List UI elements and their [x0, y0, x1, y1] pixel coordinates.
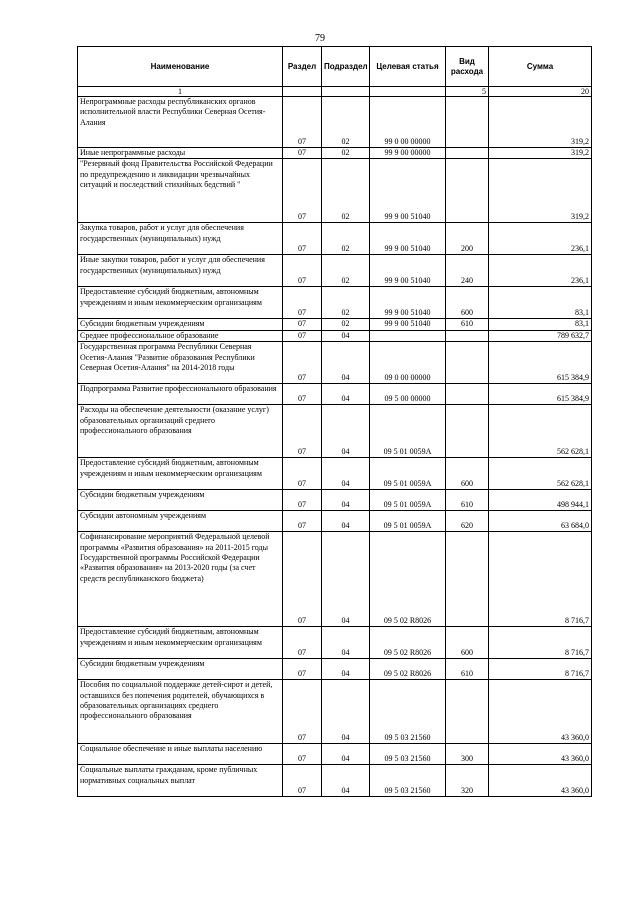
- row-section: 07: [283, 319, 322, 330]
- row-type: 600: [446, 287, 489, 319]
- row-name: Подпрограмма Развитие профессионального образования: [78, 384, 283, 405]
- row-name: "Резервный фонд Правительства Российской Федерации по предупреждению и ликвидации чрезвычайных ситуаций и последствий стихийных бедствий ": [78, 159, 283, 223]
- table-row: [78, 148, 592, 159]
- row-target: 09 5 03 21560: [370, 680, 446, 744]
- row-name: Предоставление субсидий бюджетным, автономным учреждениям и иным некоммерческим организациям: [78, 458, 283, 490]
- row-sum: 236,1: [489, 255, 592, 287]
- table-row: [78, 659, 592, 680]
- row-target: 99 9 00 51040: [370, 159, 446, 223]
- row-sum: 63 684,0: [489, 511, 592, 532]
- row-subsection: 04: [322, 405, 370, 458]
- row-name: Пособия по социальной поддержке детей-сирот и детей, оставшихся без попечения родителей, обучающихся в образовательных организациях среднего профессионального образования: [78, 680, 283, 744]
- table-row: [78, 458, 592, 490]
- table-row: [78, 330, 592, 341]
- row-target: 99 9 00 51040: [370, 319, 446, 330]
- row-section: 07: [283, 223, 322, 255]
- row-type: 200: [446, 223, 489, 255]
- row-target: 09 5 03 21560: [370, 744, 446, 765]
- row-name: Иные закупки товаров, работ и услуг для обеспечения государственных (муниципальных) нужд: [78, 255, 283, 287]
- row-target: 09 5 01 0059А: [370, 511, 446, 532]
- row-section: 07: [283, 490, 322, 511]
- row-section: 07: [283, 765, 322, 797]
- row-section: 07: [283, 287, 322, 319]
- row-subsection: 02: [322, 319, 370, 330]
- page-number: 79: [315, 33, 325, 44]
- row-sum: 43 360,0: [489, 765, 592, 797]
- row-section: 07: [283, 148, 322, 159]
- table-row: [78, 490, 592, 511]
- row-section: 07: [283, 97, 322, 148]
- row-name: Субсидии бюджетным учреждениям: [78, 319, 283, 330]
- row-subsection: 02: [322, 223, 370, 255]
- row-sum: 789 632,7: [489, 330, 592, 341]
- row-type: [446, 384, 489, 405]
- row-target: 99 9 00 51040: [370, 287, 446, 319]
- row-section: 07: [283, 384, 322, 405]
- row-type: 620: [446, 511, 489, 532]
- row-subsection: 04: [322, 458, 370, 490]
- row-type: [446, 159, 489, 223]
- table-row: [78, 159, 592, 223]
- row-name: Софинансирование мероприятий Федеральной целевой программы «Развития образования» на 2011-2015 годы Государственной программы Российской Федерации «Развития образования» на 2013-2020 годы (за счет средств республиканского бюджета): [78, 532, 283, 627]
- column-numbering-row: [78, 87, 592, 97]
- budget-table: [77, 46, 592, 797]
- column-number-3: [322, 87, 370, 97]
- row-target: 09 0 00 00000: [370, 342, 446, 384]
- row-name: Предоставление субсидий бюджетным, автономным учреждениям и иным некоммерческим организациям: [78, 287, 283, 319]
- row-subsection: 04: [322, 680, 370, 744]
- row-subsection: 04: [322, 532, 370, 627]
- row-type: [446, 97, 489, 148]
- row-type: [446, 148, 489, 159]
- row-section: 07: [283, 627, 322, 659]
- row-type: 600: [446, 627, 489, 659]
- row-sum: 319,2: [489, 159, 592, 223]
- row-type: [446, 532, 489, 627]
- header-type: Вид расхода: [446, 47, 489, 87]
- table-row: [78, 255, 592, 287]
- row-name: Субсидии автономным учреждениям: [78, 511, 283, 532]
- row-subsection: 04: [322, 384, 370, 405]
- row-type: [446, 330, 489, 341]
- row-section: 07: [283, 330, 322, 341]
- table-row: [78, 744, 592, 765]
- row-type: 300: [446, 744, 489, 765]
- column-number-5: 5: [446, 87, 489, 97]
- row-sum: 615 384,9: [489, 384, 592, 405]
- row-target: 09 5 02 R8026: [370, 627, 446, 659]
- table-row: [78, 627, 592, 659]
- table-row: [78, 97, 592, 148]
- table-row: [78, 342, 592, 384]
- column-number-2: [283, 87, 322, 97]
- table-row: [78, 384, 592, 405]
- row-section: 07: [283, 659, 322, 680]
- header-row: [78, 47, 592, 87]
- row-target: 99 9 00 51040: [370, 255, 446, 287]
- row-name: Социальное обеспечение и иные выплаты населению: [78, 744, 283, 765]
- row-target: 09 5 01 0059А: [370, 458, 446, 490]
- row-sum: 562 628,1: [489, 458, 592, 490]
- row-subsection: 04: [322, 659, 370, 680]
- row-section: 07: [283, 255, 322, 287]
- row-type: [446, 405, 489, 458]
- row-sum: 236,1: [489, 223, 592, 255]
- row-section: 07: [283, 159, 322, 223]
- row-target: 09 5 02 R8026: [370, 659, 446, 680]
- row-type: 600: [446, 458, 489, 490]
- row-target: 09 5 00 00000: [370, 384, 446, 405]
- row-sum: 43 360,0: [489, 744, 592, 765]
- row-type: [446, 342, 489, 384]
- row-type: 320: [446, 765, 489, 797]
- column-number-4: [370, 87, 446, 97]
- row-subsection: 04: [322, 511, 370, 532]
- row-name: Непрограммные расходы республиканских органов исполнительной власти Республики Северная Осетия-Алания: [78, 97, 283, 148]
- row-name: Социальные выплаты гражданам, кроме публичных нормативных социальных выплат: [78, 765, 283, 797]
- row-section: 07: [283, 680, 322, 744]
- row-name: Субсидии бюджетным учреждениям: [78, 490, 283, 511]
- row-section: 07: [283, 342, 322, 384]
- row-sum: 8 716,7: [489, 627, 592, 659]
- column-number-1: 1: [78, 87, 283, 97]
- row-subsection: 02: [322, 159, 370, 223]
- header-target: Целевая статья: [370, 47, 446, 87]
- row-section: 07: [283, 744, 322, 765]
- header-subsection: Подраздел: [322, 47, 370, 87]
- row-subsection: 04: [322, 342, 370, 384]
- column-number-6: 20: [489, 87, 592, 97]
- row-target: 09 5 01 0059А: [370, 490, 446, 511]
- row-target: 99 9 00 51040: [370, 223, 446, 255]
- row-subsection: 02: [322, 255, 370, 287]
- row-type: 610: [446, 490, 489, 511]
- row-sum: 319,2: [489, 148, 592, 159]
- row-sum: 8 716,7: [489, 659, 592, 680]
- row-section: 07: [283, 511, 322, 532]
- table-row: [78, 405, 592, 458]
- row-name: Среднее профессиональное образование: [78, 330, 283, 341]
- row-subsection: 04: [322, 744, 370, 765]
- row-sum: 83,1: [489, 287, 592, 319]
- row-type: 610: [446, 319, 489, 330]
- row-subsection: 02: [322, 97, 370, 148]
- row-name: Закупка товаров, работ и услуг для обеспечения государственных (муниципальных) нужд: [78, 223, 283, 255]
- table-row: [78, 532, 592, 627]
- row-sum: 43 360,0: [489, 680, 592, 744]
- row-target: 09 5 01 0059А: [370, 405, 446, 458]
- row-section: 07: [283, 405, 322, 458]
- row-subsection: 04: [322, 490, 370, 511]
- header-sum: Сумма: [489, 47, 592, 87]
- row-type: 240: [446, 255, 489, 287]
- row-target: 09 5 03 21560: [370, 765, 446, 797]
- row-name: Субсидии бюджетным учреждениям: [78, 659, 283, 680]
- header-section: Раздел: [283, 47, 322, 87]
- row-type: 610: [446, 659, 489, 680]
- row-subsection: 04: [322, 765, 370, 797]
- row-subsection: 04: [322, 627, 370, 659]
- row-target: 99 0 00 00000: [370, 97, 446, 148]
- header-name: Наименование: [78, 47, 283, 87]
- row-name: Иные непрограммные расходы: [78, 148, 283, 159]
- row-name: Расходы на обеспечение деятельности (оказание услуг) образовательных организаций среднего профессионального образования: [78, 405, 283, 458]
- row-sum: 615 384,9: [489, 342, 592, 384]
- table-row: [78, 319, 592, 330]
- row-target: 09 5 02 R8026: [370, 532, 446, 627]
- row-name: Государственная программа Республики Северная Осетия-Алания "Развитие образования Республики Северная Осетия-Алания" на 2014-2018 годы: [78, 342, 283, 384]
- row-subsection: 02: [322, 287, 370, 319]
- row-subsection: 04: [322, 330, 370, 341]
- table-row: [78, 511, 592, 532]
- row-sum: 562 628,1: [489, 405, 592, 458]
- row-sum: 498 944,1: [489, 490, 592, 511]
- row-sum: 8 716,7: [489, 532, 592, 627]
- row-section: 07: [283, 532, 322, 627]
- table-row: [78, 287, 592, 319]
- table-row: [78, 765, 592, 797]
- row-sum: 83,1: [489, 319, 592, 330]
- row-sum: 319,2: [489, 97, 592, 148]
- row-target: 99 9 00 00000: [370, 148, 446, 159]
- table-row: [78, 223, 592, 255]
- row-subsection: 02: [322, 148, 370, 159]
- row-section: 07: [283, 458, 322, 490]
- row-type: [446, 680, 489, 744]
- row-name: Предоставление субсидий бюджетным, автономным учреждениям и иным некоммерческим организациям: [78, 627, 283, 659]
- row-target: [370, 330, 446, 341]
- table-row: [78, 680, 592, 744]
